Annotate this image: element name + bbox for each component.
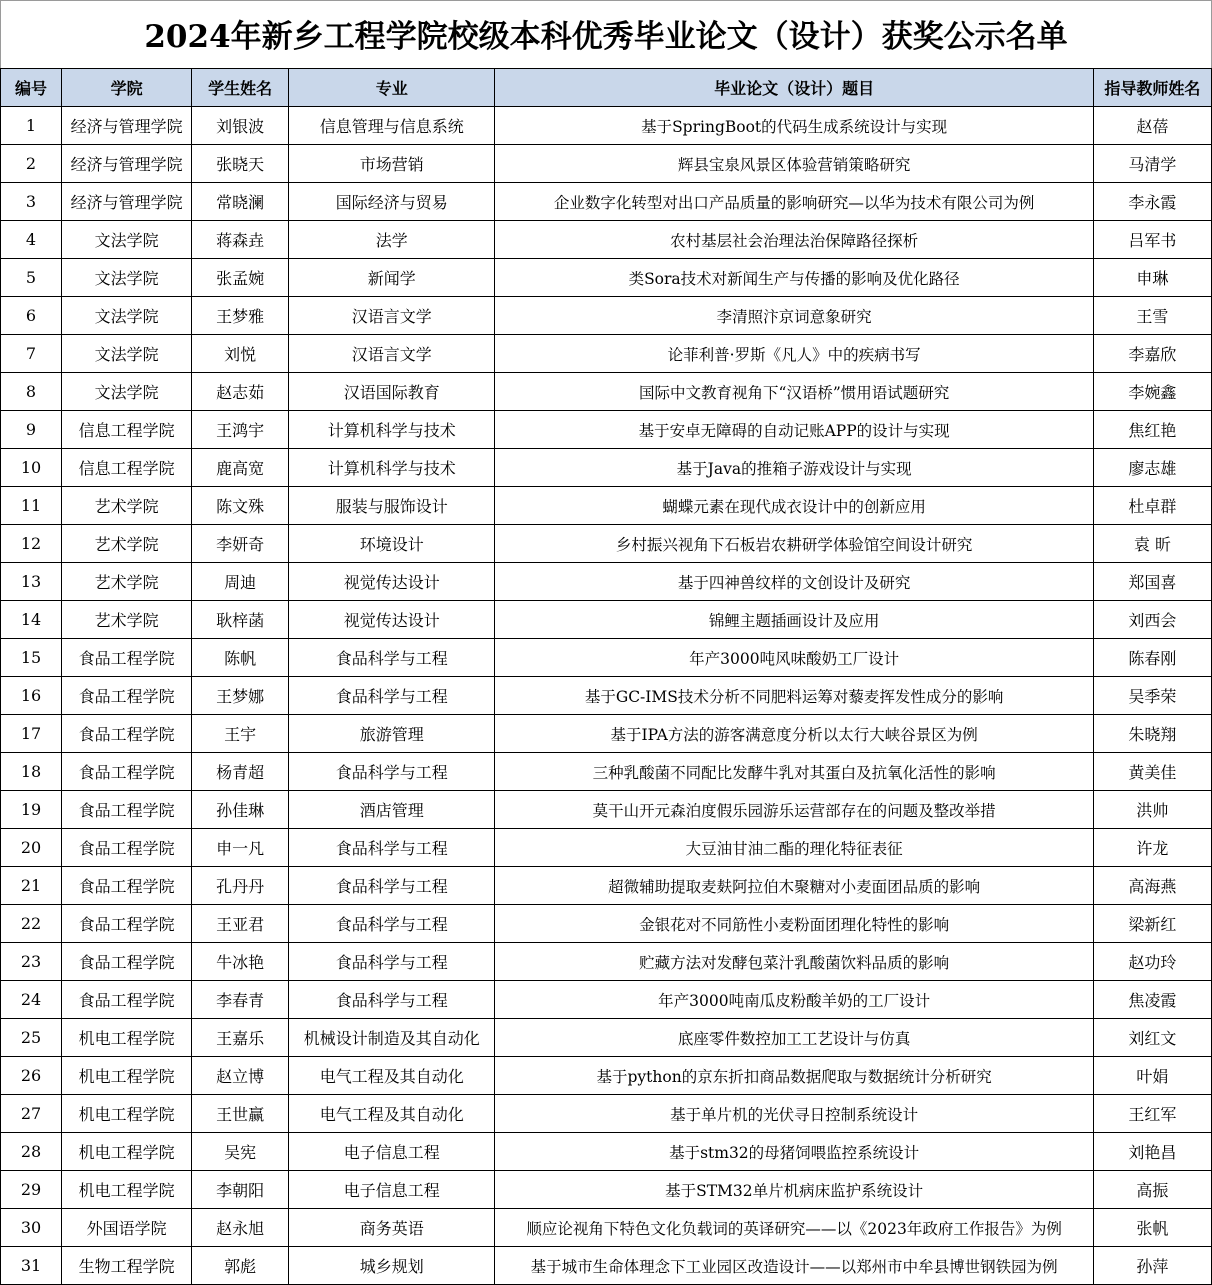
- cell-number: 30: [1, 1209, 62, 1247]
- cell-thesis-title: 基于Java的推箱子游戏设计与实现: [495, 449, 1093, 487]
- cell-number: 9: [1, 411, 62, 449]
- cell-number: 7: [1, 335, 62, 373]
- cell-thesis-title: 基于stm32的母猪饲喂监控系统设计: [495, 1133, 1093, 1171]
- cell-advisor: 李婉鑫: [1093, 373, 1211, 411]
- cell-major: 旅游管理: [289, 715, 495, 753]
- cell-student-name: 申一凡: [192, 829, 289, 867]
- cell-thesis-title: 基于单片机的光伏寻日控制系统设计: [495, 1095, 1093, 1133]
- cell-advisor: 高海燕: [1093, 867, 1211, 905]
- cell-college: 食品工程学院: [62, 639, 192, 677]
- cell-number: 28: [1, 1133, 62, 1171]
- cell-major: 食品科学与工程: [289, 867, 495, 905]
- table-row: [1, 449, 1212, 487]
- table-row: [1, 411, 1212, 449]
- cell-college: 食品工程学院: [62, 715, 192, 753]
- header-student-name: 学生姓名: [192, 69, 289, 107]
- cell-thesis-title: 金银花对不同筋性小麦粉面团理化特性的影响: [495, 905, 1093, 943]
- table-row: [1, 867, 1212, 905]
- cell-college: 文法学院: [62, 335, 192, 373]
- cell-college: 艺术学院: [62, 563, 192, 601]
- cell-student-name: 王宇: [192, 715, 289, 753]
- cell-thesis-title: 基于STM32单片机病床监护系统设计: [495, 1171, 1093, 1209]
- cell-college: 食品工程学院: [62, 677, 192, 715]
- table-row: [1, 791, 1212, 829]
- cell-major: 电子信息工程: [289, 1171, 495, 1209]
- table-row: [1, 601, 1212, 639]
- cell-student-name: 张晓天: [192, 145, 289, 183]
- cell-student-name: 陈文殊: [192, 487, 289, 525]
- cell-student-name: 王梦娜: [192, 677, 289, 715]
- cell-number: 8: [1, 373, 62, 411]
- cell-college: 艺术学院: [62, 487, 192, 525]
- cell-student-name: 孔丹丹: [192, 867, 289, 905]
- cell-student-name: 赵永旭: [192, 1209, 289, 1247]
- cell-college: 艺术学院: [62, 601, 192, 639]
- cell-advisor: 赵功玲: [1093, 943, 1211, 981]
- cell-advisor: 申琳: [1093, 259, 1211, 297]
- cell-major: 城乡规划: [289, 1247, 495, 1285]
- cell-advisor: 高振: [1093, 1171, 1211, 1209]
- cell-advisor: 马清学: [1093, 145, 1211, 183]
- cell-number: 17: [1, 715, 62, 753]
- table-row: [1, 1133, 1212, 1171]
- cell-thesis-title: 企业数字化转型对出口产品质量的影响研究—以华为技术有限公司为例: [495, 183, 1093, 221]
- cell-college: 经济与管理学院: [62, 183, 192, 221]
- cell-advisor: 廖志雄: [1093, 449, 1211, 487]
- cell-thesis-title: 基于python的京东折扣商品数据爬取与数据统计分析研究: [495, 1057, 1093, 1095]
- table-row: [1, 563, 1212, 601]
- cell-major: 电子信息工程: [289, 1133, 495, 1171]
- cell-college: 文法学院: [62, 259, 192, 297]
- cell-major: 食品科学与工程: [289, 753, 495, 791]
- cell-number: 4: [1, 221, 62, 259]
- header-thesis-title: 毕业论文（设计）题目: [495, 69, 1093, 107]
- table-row: [1, 1171, 1212, 1209]
- cell-advisor: 许龙: [1093, 829, 1211, 867]
- cell-advisor: 叶娟: [1093, 1057, 1211, 1095]
- cell-number: 15: [1, 639, 62, 677]
- cell-number: 21: [1, 867, 62, 905]
- cell-thesis-title: 蝴蝶元素在现代成衣设计中的创新应用: [495, 487, 1093, 525]
- cell-major: 计算机科学与技术: [289, 449, 495, 487]
- cell-major: 机械设计制造及其自动化: [289, 1019, 495, 1057]
- table-row: [1, 1209, 1212, 1247]
- header-number: 编号: [1, 69, 62, 107]
- table-row: [1, 1057, 1212, 1095]
- cell-student-name: 常晓澜: [192, 183, 289, 221]
- cell-student-name: 赵立博: [192, 1057, 289, 1095]
- cell-student-name: 刘悦: [192, 335, 289, 373]
- cell-number: 6: [1, 297, 62, 335]
- cell-major: 汉语言文学: [289, 297, 495, 335]
- cell-number: 14: [1, 601, 62, 639]
- header-college: 学院: [62, 69, 192, 107]
- cell-student-name: 王世赢: [192, 1095, 289, 1133]
- cell-advisor: 陈春刚: [1093, 639, 1211, 677]
- cell-thesis-title: 论菲利普·罗斯《凡人》中的疾病书写: [495, 335, 1093, 373]
- cell-major: 信息管理与信息系统: [289, 107, 495, 145]
- cell-college: 机电工程学院: [62, 1019, 192, 1057]
- table-row: [1, 107, 1212, 145]
- cell-college: 食品工程学院: [62, 753, 192, 791]
- cell-advisor: 王红军: [1093, 1095, 1211, 1133]
- cell-college: 食品工程学院: [62, 981, 192, 1019]
- cell-number: 26: [1, 1057, 62, 1095]
- table-row: [1, 1247, 1212, 1285]
- cell-advisor: 刘艳昌: [1093, 1133, 1211, 1171]
- table-row: [1, 943, 1212, 981]
- cell-college: 食品工程学院: [62, 905, 192, 943]
- cell-number: 18: [1, 753, 62, 791]
- cell-major: 新闻学: [289, 259, 495, 297]
- cell-number: 11: [1, 487, 62, 525]
- cell-advisor: 洪帅: [1093, 791, 1211, 829]
- cell-college: 机电工程学院: [62, 1095, 192, 1133]
- cell-number: 19: [1, 791, 62, 829]
- table-row: [1, 981, 1212, 1019]
- cell-major: 市场营销: [289, 145, 495, 183]
- page-title: 2024年新乡工程学院校级本科优秀毕业论文（设计）获奖公示名单: [0, 0, 1212, 68]
- cell-major: 食品科学与工程: [289, 639, 495, 677]
- table-header-row: [1, 69, 1212, 107]
- table-row: [1, 1019, 1212, 1057]
- awards-table: [0, 68, 1212, 1285]
- cell-major: 汉语国际教育: [289, 373, 495, 411]
- cell-major: 酒店管理: [289, 791, 495, 829]
- cell-student-name: 王嘉乐: [192, 1019, 289, 1057]
- cell-thesis-title: 基于安卓无障碍的自动记账APP的设计与实现: [495, 411, 1093, 449]
- cell-advisor: 李永霞: [1093, 183, 1211, 221]
- cell-student-name: 郭彪: [192, 1247, 289, 1285]
- table-row: [1, 221, 1212, 259]
- cell-advisor: 李嘉欣: [1093, 335, 1211, 373]
- cell-major: 食品科学与工程: [289, 943, 495, 981]
- cell-college: 机电工程学院: [62, 1057, 192, 1095]
- cell-college: 食品工程学院: [62, 791, 192, 829]
- cell-thesis-title: 基于城市生命体理念下工业园区改造设计——以郑州市中牟县博世钢铁园为例: [495, 1247, 1093, 1285]
- cell-thesis-title: 莫干山开元森泊度假乐园游乐运营部存在的问题及整改举措: [495, 791, 1093, 829]
- cell-major: 电气工程及其自动化: [289, 1095, 495, 1133]
- cell-number: 31: [1, 1247, 62, 1285]
- cell-major: 国际经济与贸易: [289, 183, 495, 221]
- cell-college: 艺术学院: [62, 525, 192, 563]
- cell-thesis-title: 超微辅助提取麦麸阿拉伯木聚糖对小麦面团品质的影响: [495, 867, 1093, 905]
- cell-advisor: 梁新红: [1093, 905, 1211, 943]
- table-row: [1, 677, 1212, 715]
- cell-college: 经济与管理学院: [62, 145, 192, 183]
- cell-thesis-title: 年产3000吨南瓜皮粉酸羊奶的工厂设计: [495, 981, 1093, 1019]
- cell-student-name: 蒋森垚: [192, 221, 289, 259]
- cell-major: 食品科学与工程: [289, 677, 495, 715]
- table-row: [1, 373, 1212, 411]
- table-row: [1, 183, 1212, 221]
- cell-student-name: 鹿高宽: [192, 449, 289, 487]
- cell-major: 环境设计: [289, 525, 495, 563]
- cell-thesis-title: 基于四神兽纹样的文创设计及研究: [495, 563, 1093, 601]
- cell-thesis-title: 贮藏方法对发酵包菜汁乳酸菌饮料品质的影响: [495, 943, 1093, 981]
- cell-student-name: 陈帆: [192, 639, 289, 677]
- cell-number: 25: [1, 1019, 62, 1057]
- cell-advisor: 郑国喜: [1093, 563, 1211, 601]
- cell-college: 信息工程学院: [62, 411, 192, 449]
- cell-advisor: 王雪: [1093, 297, 1211, 335]
- cell-advisor: 张帆: [1093, 1209, 1211, 1247]
- cell-advisor: 吕军书: [1093, 221, 1211, 259]
- cell-college: 机电工程学院: [62, 1171, 192, 1209]
- cell-student-name: 王亚君: [192, 905, 289, 943]
- table-row: [1, 829, 1212, 867]
- cell-major: 服装与服饰设计: [289, 487, 495, 525]
- cell-student-name: 张孟婉: [192, 259, 289, 297]
- cell-thesis-title: 国际中文教育视角下“汉语桥”惯用语试题研究: [495, 373, 1093, 411]
- cell-thesis-title: 底座零件数控加工工艺设计与仿真: [495, 1019, 1093, 1057]
- cell-advisor: 黄美佳: [1093, 753, 1211, 791]
- cell-advisor: 杜卓群: [1093, 487, 1211, 525]
- cell-student-name: 赵志茹: [192, 373, 289, 411]
- header-advisor: 指导教师姓名: [1093, 69, 1211, 107]
- cell-student-name: 李朝阳: [192, 1171, 289, 1209]
- cell-major: 商务英语: [289, 1209, 495, 1247]
- table-row: [1, 525, 1212, 563]
- cell-thesis-title: 农村基层社会治理法治保障路径探析: [495, 221, 1093, 259]
- cell-student-name: 李春青: [192, 981, 289, 1019]
- cell-thesis-title: 类Sora技术对新闻生产与传播的影响及优化路径: [495, 259, 1093, 297]
- cell-thesis-title: 锦鲤主题插画设计及应用: [495, 601, 1093, 639]
- cell-advisor: 袁 昕: [1093, 525, 1211, 563]
- cell-student-name: 周迪: [192, 563, 289, 601]
- cell-major: 计算机科学与技术: [289, 411, 495, 449]
- cell-thesis-title: 年产3000吨风味酸奶工厂设计: [495, 639, 1093, 677]
- cell-student-name: 李妍奇: [192, 525, 289, 563]
- cell-thesis-title: 乡村振兴视角下石板岩农耕研学体验馆空间设计研究: [495, 525, 1093, 563]
- cell-student-name: 孙佳琳: [192, 791, 289, 829]
- cell-number: 16: [1, 677, 62, 715]
- cell-advisor: 赵蓓: [1093, 107, 1211, 145]
- cell-major: 食品科学与工程: [289, 981, 495, 1019]
- table-row: [1, 905, 1212, 943]
- cell-college: 机电工程学院: [62, 1133, 192, 1171]
- cell-college: 文法学院: [62, 297, 192, 335]
- cell-student-name: 杨青超: [192, 753, 289, 791]
- cell-student-name: 王梦雅: [192, 297, 289, 335]
- cell-college: 食品工程学院: [62, 867, 192, 905]
- cell-student-name: 刘银波: [192, 107, 289, 145]
- cell-number: 23: [1, 943, 62, 981]
- cell-advisor: 朱晓翔: [1093, 715, 1211, 753]
- cell-student-name: 牛冰艳: [192, 943, 289, 981]
- cell-number: 1: [1, 107, 62, 145]
- cell-number: 10: [1, 449, 62, 487]
- table-row: [1, 145, 1212, 183]
- table-row: [1, 259, 1212, 297]
- cell-thesis-title: 基于GC-IMS技术分析不同肥料运筹对藜麦挥发性成分的影响: [495, 677, 1093, 715]
- table-row: [1, 297, 1212, 335]
- cell-number: 12: [1, 525, 62, 563]
- cell-student-name: 耿梓菡: [192, 601, 289, 639]
- cell-thesis-title: 基于IPA方法的游客满意度分析以太行大峡谷景区为例: [495, 715, 1093, 753]
- cell-college: 文法学院: [62, 373, 192, 411]
- cell-college: 食品工程学院: [62, 829, 192, 867]
- cell-number: 22: [1, 905, 62, 943]
- cell-major: 电气工程及其自动化: [289, 1057, 495, 1095]
- table-row: [1, 753, 1212, 791]
- cell-number: 29: [1, 1171, 62, 1209]
- cell-number: 3: [1, 183, 62, 221]
- cell-thesis-title: 基于SpringBoot的代码生成系统设计与实现: [495, 107, 1093, 145]
- cell-student-name: 吴宪: [192, 1133, 289, 1171]
- cell-major: 食品科学与工程: [289, 829, 495, 867]
- header-major: 专业: [289, 69, 495, 107]
- table-row: [1, 1095, 1212, 1133]
- cell-major: 汉语言文学: [289, 335, 495, 373]
- cell-college: 食品工程学院: [62, 943, 192, 981]
- table-row: [1, 487, 1212, 525]
- cell-student-name: 王鸿宇: [192, 411, 289, 449]
- cell-number: 24: [1, 981, 62, 1019]
- cell-advisor: 刘红文: [1093, 1019, 1211, 1057]
- cell-advisor: 孙萍: [1093, 1247, 1211, 1285]
- cell-number: 13: [1, 563, 62, 601]
- cell-number: 5: [1, 259, 62, 297]
- cell-major: 食品科学与工程: [289, 905, 495, 943]
- cell-thesis-title: 大豆油甘油二酯的理化特征表征: [495, 829, 1093, 867]
- cell-college: 经济与管理学院: [62, 107, 192, 145]
- cell-college: 文法学院: [62, 221, 192, 259]
- cell-advisor: 焦凌霞: [1093, 981, 1211, 1019]
- cell-thesis-title: 辉县宝泉风景区体验营销策略研究: [495, 145, 1093, 183]
- cell-number: 2: [1, 145, 62, 183]
- table-body: [1, 107, 1212, 1285]
- cell-college: 生物工程学院: [62, 1247, 192, 1285]
- cell-number: 27: [1, 1095, 62, 1133]
- cell-major: 视觉传达设计: [289, 601, 495, 639]
- cell-college: 外国语学院: [62, 1209, 192, 1247]
- table-row: [1, 715, 1212, 753]
- cell-major: 法学: [289, 221, 495, 259]
- cell-thesis-title: 顺应论视角下特色文化负载词的英译研究——以《2023年政府工作报告》为例: [495, 1209, 1093, 1247]
- cell-advisor: 吴季荣: [1093, 677, 1211, 715]
- cell-advisor: 焦红艳: [1093, 411, 1211, 449]
- cell-thesis-title: 三种乳酸菌不同配比发酵牛乳对其蛋白及抗氧化活性的影响: [495, 753, 1093, 791]
- cell-thesis-title: 李清照汴京词意象研究: [495, 297, 1093, 335]
- cell-number: 20: [1, 829, 62, 867]
- cell-college: 信息工程学院: [62, 449, 192, 487]
- cell-major: 视觉传达设计: [289, 563, 495, 601]
- cell-advisor: 刘西会: [1093, 601, 1211, 639]
- table-row: [1, 639, 1212, 677]
- table-row: [1, 335, 1212, 373]
